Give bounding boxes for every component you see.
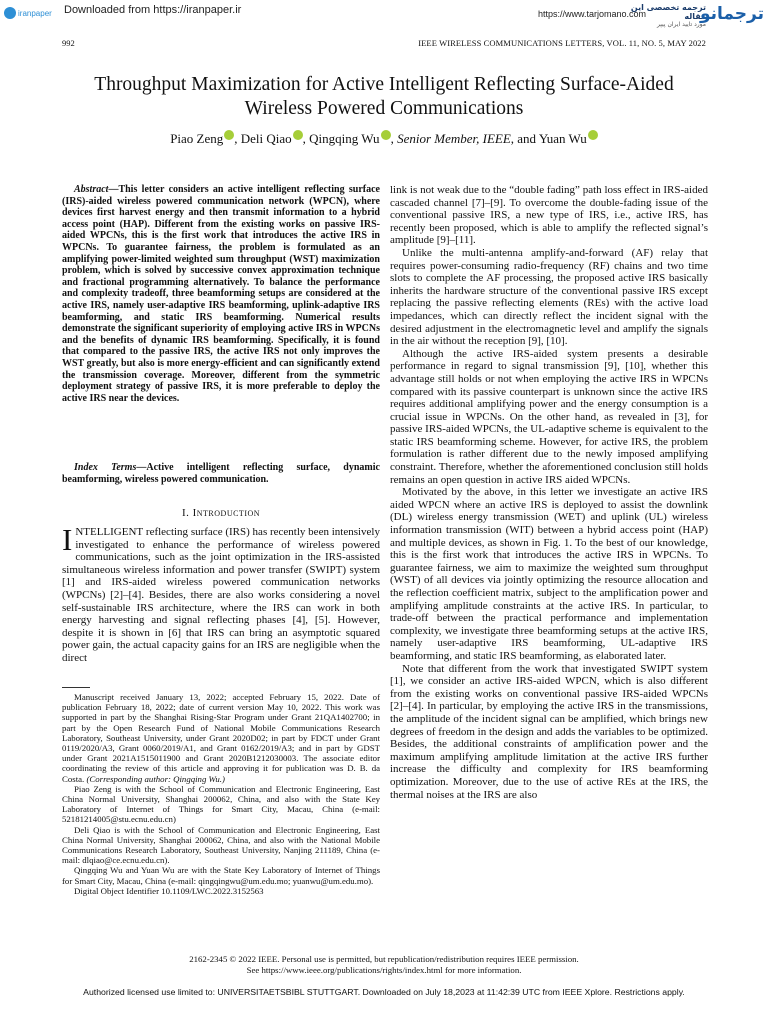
footnote-corresponding: (Corresponding author: Qingqing Wu.) <box>86 773 225 784</box>
tarjomano-tagline-2: مورد تایید ایران پیپر <box>656 21 706 28</box>
introduction-text <box>62 522 380 665</box>
orcid-icon[interactable] <box>588 130 598 140</box>
orcid-icon[interactable] <box>381 130 391 140</box>
abstract-text: —This letter considers an active intelligent reflecting surface (IRS)-aided wireless powered communication network (WPCN), where devices first harvest energy and then transmit information to a hybrid access point (HAP). Different from the existing works on passive IRS-aided WPCNs, this is the first work that introduces the active IRS in WPCNs. To guarantee fairness, the problem is formulated as an amplifying power-limited weighted sum throughput (WST) maximization problem, which is solved by successive convex approximation technique and fractional programming alternatively. To balance the performance and complexity tradeoff, three beamforming setups are considered at the active IRS, namely user-adaptive IRS beamforming, uplink-adaptive IRS beamforming, and static IRS beamforming. Numerical results demonstrate the significant superiority of employing active IRS in WPCNs and the benefits of dynamic IRS beamforming. Specifically, it is found that compared to the passive IRS, the active IRS not only improves the WST greatly, but also is more energy-efficient and can significantly extend the transmission coverage. Moreover, different from the symmetric deployment strategy of passive IRS, it is more preferable to deploy the active IRS near the devices. <box>62 184 380 404</box>
author-list: Piao Zeng , Deli Qiao , Qingqing Wu , Senior Member, IEEE, and Yuan Wu <box>62 130 706 147</box>
doi[interactable]: Digital Object Identifier 10.1109/LWC.2022.3152563 <box>74 885 264 896</box>
title-line-1: Throughput Maximization for Active Intelligent Reflecting Surface-Aided <box>94 74 674 95</box>
paragraph: link is not weak due to the “double fading” path loss effect in IRS-aided cascaded channel [7]–[9]. To overcome the double-fading issue of the conventional passive IRS, a new type of IRS, i.e., active IRS, has recently been proposed, which is able to amplify the reflected signal’s amplitude [9]–[11]. <box>390 184 708 247</box>
footnote-author-2: Deli Qiao is with the School of Communication and Electronic Engineering, East China Normal University, Shanghai 200062, China, and also with the National Mobile Communications Research Laboratory, Southeast University, Nanjing 211189, China (e-mail: dlqiao@ce.ecnu.edu.cn). <box>62 824 380 866</box>
section-heading: I. Introduction <box>181 507 261 519</box>
orcid-icon[interactable] <box>293 130 303 140</box>
footnote-author-3-4: Qingqing Wu and Yuan Wu are with the State Key Laboratory of Internet of Things for Smart City, Macau, China (e-mail: qingqingwu@um.edu.mo; yuanwu@um.edu.mo). <box>62 865 380 886</box>
paragraph: Note that different from the work that investigated SWIPT system [1], we consider an active IRS-aided WPCN, which is also different from the existing works on conventional passive IRS-aided WPCNs [2]–[4]. In particular, by employing the active IRS in the transmissions, the amplitude of the incident signal can be amplified, which brings new degrees of freedom in the design and adds the variables to be optimized. Besides, the additional constraints of amplification power and the maximum amplifying amplitude limitation at the active IRS further increase the difficulty and complexity for IRS beamforming optimization. Moreover, due to the use of active REs at the IRS, the thermal noises at the IRS are also <box>390 662 708 801</box>
right-column-text <box>390 184 708 801</box>
copyright-line-1: 2162-2345 © 2022 IEEE. Personal use is permitted, but republication/redistribution requires IEEE permission. <box>189 954 579 964</box>
copyright-notice <box>62 954 706 976</box>
author-1: Piao Zeng <box>170 131 224 146</box>
title-line-2: Wireless Powered Communications <box>244 98 524 119</box>
author-4: Yuan Wu <box>538 131 587 146</box>
paragraph: Motivated by the above, in this letter we investigate an active IRS aided WPCN where an active IRS is deployed to assist the downlink (DL) wireless energy transmission (WET) and uplink (UL) wireless information transmission (WIT) between a hybrid access point (HAP) and multiple devices, as shown in Fig. 1. To the best of our knowledge, this is the first work that introduces the active IRS in WPCNs. To guarantee fairness, we aim to maximize the weighted sum throughput (WST) of all devices via jointly optimizing the resource allocation and the reflection coefficient matrix, subject to the amplification power and amplifying amplitude constraints at the active IRS. In particular, to trade-off between the practical performance and implementation complexity, we investigate three beamforming setups at the active IRS, namely user-adaptive IRS beamforming, UL-adaptive IRS beamforming, and static IRS beamforming, as elaborated later. <box>390 486 708 662</box>
iranpaper-logo[interactable] <box>4 3 62 23</box>
license-footer: Authorized licensed use limited to: UNIVERSITAETSBIBL STUTTGART. Downloaded on July 18,2023 at 11:42:39 UTC from IEEE Xplore. Restrictions apply. <box>83 987 685 997</box>
paragraph: Unlike the multi-antenna amplify-and-forward (AF) relay that requires power-consuming radio-frequency (RF) chains and two time slots to complete the AF processing, the proposed active IRS basically inherits the hardware structure of the conventional passive IRS except replacing the passive reflecting elements (REs) with the active load impedances, which can directly reflect the incident signal with the desired adjustment in the electromagnetic level and amplify the signals in the air without the reception [9], [10]. <box>390 246 708 348</box>
footnote-rule <box>62 687 90 688</box>
author-3-title: Senior Member, IEEE <box>397 131 511 146</box>
orcid-icon[interactable] <box>224 130 234 140</box>
intro-first-word: NTELLIGENT <box>75 526 144 538</box>
paragraph: Although the active IRS-aided system presents a desirable performance in regard to signal transmission [9], [10], whether this advantage still holds or not when employing the active IRS in WPCNs compared with its passive counterpart is unknown since the active IRS requires additional amplifying power and the energy consumption is a crucial issue in WPCNs. On the other hand, as revealed in [3], for passive IRS-aided WPCNs, the UL-adaptive scheme is equivalent to the static IRS beamforming scheme. However, for active IRS, the problem formulation is rather different due to the newly imposed amplifying constraint. Therefore, whether the aforementioned conclusion still holds remains an open question in active IRS aided WPCNs. <box>390 347 708 486</box>
iranpaper-logo-icon <box>4 7 16 19</box>
footnotes <box>62 692 380 896</box>
copyright-line-2[interactable]: See https://www.ieee.org/publications/rights/index.html for more information. <box>246 965 522 975</box>
footnote-manuscript: Manuscript received January 13, 2022; accepted February 15, 2022. Date of publication February 18, 2022; date of current version May 10, 2022. This work was supported in part by the Shanghai Rising-Star Program under Grant 21QA1402700; in part by the Open Research Fund of National Mobile Communications Research Laboratory, Southeast University, under Grant 2020D02; in part by FDCT under Grant 0119/2020/A3, Grant 0060/2019/A1, and Grant 0162/2019/A3; and in part by GDST under Grant 2021A1515011900 and Grant 2020B1212030003. The associate editor coordinating the review of this article and approving it for publication was D. B. da Costa. <box>62 692 380 784</box>
intro-body: reflecting surface (IRS) has recently been intensively investigated to enhance the performance of wireless powered communications, such as the joint optimization in the IRS-assisted simultaneous wireless information and power transfer (SWIPT) system [1] and IRS-aided wireless powered communication networks (WPCNs) [2]–[4]. Besides, there are also works considering a novel self-sustainable IRS architecture, where the IRS can work in both energy harvesting and signal reflecting phases [4], [5]. However, despite it is shown in [6] that IRS can bring an asymptotic squared power gain, the actual capacity gains for an IRS are negligible when the direct <box>62 526 380 664</box>
author-3: Qingqing Wu <box>309 131 380 146</box>
author-2: Deli Qiao <box>240 131 292 146</box>
download-banner <box>0 0 768 30</box>
index-terms <box>62 462 380 485</box>
downloaded-from-link[interactable]: Downloaded from https://iranpaper.ir <box>64 4 242 16</box>
paper-title <box>62 73 706 121</box>
tarjomano-tagline <box>620 3 706 28</box>
tarjomano-tagline-1: ترجمه تخصصی این مقاله <box>630 3 706 21</box>
tarjomano-logo[interactable]: ترجمانو <box>699 4 764 24</box>
abstract-label: Abstract <box>74 184 109 195</box>
index-terms-label: Index Terms <box>74 462 137 473</box>
abstract <box>62 184 380 404</box>
drop-cap: I <box>62 522 73 557</box>
page-number: 992 <box>62 38 75 48</box>
iranpaper-logo-text: iranpaper <box>18 8 52 18</box>
journal-header: IEEE WIRELESS COMMUNICATIONS LETTERS, VOL. 11, NO. 5, MAY 2022 <box>418 38 706 48</box>
footnote-author-1: Piao Zeng is with the School of Communication and Electronic Engineering, East China Normal University, Shanghai 200062, China, and also with the State Key Laboratory of Internet of Things for Smart City, Macau, China (e-mail: 52181214005@stu.ecnu.edu.cn) <box>62 783 380 825</box>
index-terms-text: —Active intelligent reflecting surface, dynamic beamforming, wireless powered communication. <box>62 462 380 485</box>
tarjomano-link[interactable]: https://www.tarjomano.com <box>538 9 647 19</box>
